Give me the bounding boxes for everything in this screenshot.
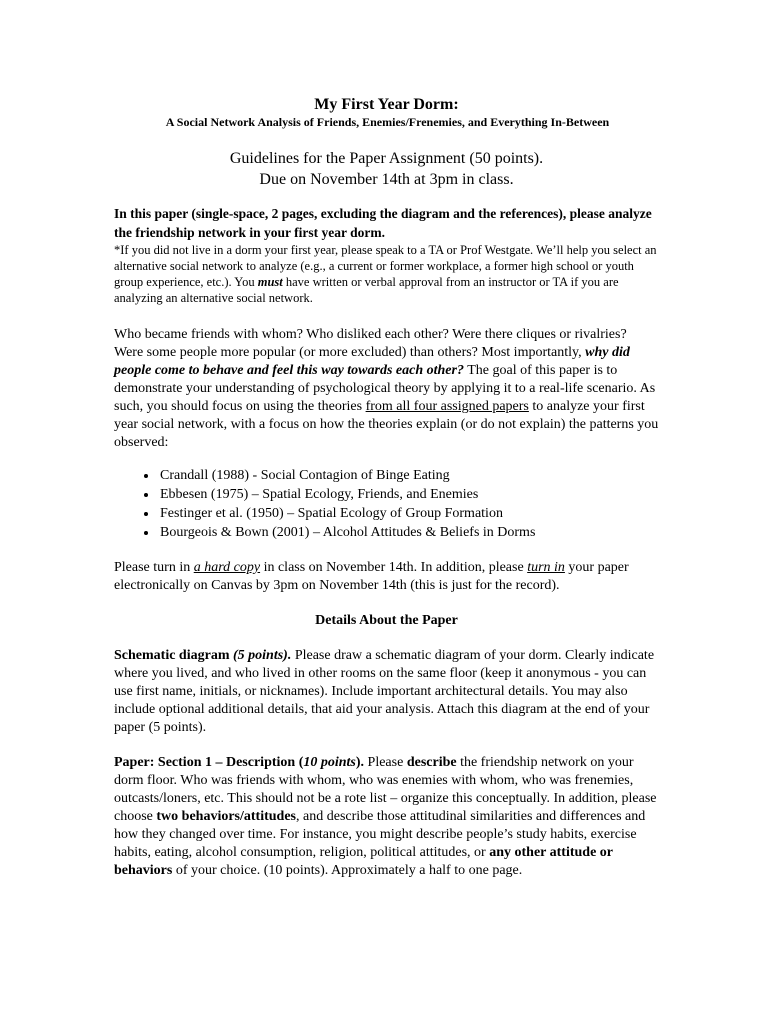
turn-in-paragraph: [114, 559, 659, 595]
alternative-network-note: [114, 242, 659, 306]
due-date-line: Due on November 14th at 3pm in class.: [259, 171, 514, 188]
section1-label: Paper: Section 1 – Description (: [114, 755, 304, 770]
section1-label-end: ).: [355, 755, 365, 770]
schematic-label: Schematic diagram: [114, 648, 233, 663]
details-heading: Details About the Paper: [315, 613, 458, 628]
questions-text-c: to analyze your first year social network, with a focus on how the theories explain (or do not explain) the patterns you observed:: [114, 399, 659, 450]
schematic-text: Please draw a schematic diagram of your dorm. Clearly indicate where you lived, and who lived in other rooms on the same floor (keep it anonymous - you can use first name, initials, or nicknames). Include important architectural details. You may also include optional additional details, that aid your analysis. Attach this diagram at the end of your paper (5 points).: [114, 648, 655, 735]
turn-in-text-a: Please turn in: [114, 560, 194, 575]
section1-text-c: , and describe those attitudinal similarities and differences and how they changed over time. For instance, you might describe people’s study habits, exercise habits, eating, alcohol consumption, religion, political attitudes, or: [114, 809, 646, 860]
section1-points: 10 points: [303, 755, 356, 770]
list-item: • Ebbesen (1975) – Spatial Ecology, Friends, and Enemies: [158, 485, 659, 504]
section1-text-b: the friendship network on your dorm floor. Who was friends with whom, who was enemies with whom, who was frenemies, outcasts/loners, etc. This should not be a rote list – organize this conceptually. In addition, please choose: [114, 755, 657, 824]
hard-copy-emphasis: a hard copy: [193, 560, 261, 575]
questions-paragraph: [114, 326, 659, 452]
section1-other: any other attitude or behaviors: [114, 845, 613, 878]
section1-two-behaviors: two behaviors/attitudes: [156, 809, 297, 824]
section1-text-a: Please: [364, 755, 407, 770]
questions-emphasis: why did people come to behave and feel this way towards each other?: [114, 345, 630, 378]
turn-in-text-c: your paper electronically on Canvas by 3pm on November 14th (this is just for the record).: [114, 560, 629, 593]
questions-text-a: Who became friends with whom? Who disliked each other? Were there cliques or rivalries? Were some people more popular (or more excluded) than others? Most importantly,: [114, 327, 627, 360]
note-text-b: have written or verbal approval from an instructor or TA if you are analyzing an alternative social network.: [114, 275, 619, 305]
list-item: • Festinger et al. (1950) – Spatial Ecology of Group Formation: [158, 504, 659, 523]
list-item: • Bourgeois & Bown (2001) – Alcohol Attitudes & Beliefs in Dorms: [158, 523, 659, 542]
questions-text-b: The goal of this paper is to demonstrate your understanding of psychological theory by applying it to a real-life scenario. As such, you should focus on using the theories: [114, 363, 656, 414]
guidelines-line: Guidelines for the Paper Assignment (50 points).: [229, 150, 544, 167]
note-text-a: *If you did not live in a dorm your first year, please speak to a TA or Prof Westgate. We’ll help you select an alternative social network to analyze (e.g., a current or former workplace, a former high school or youth group experience, etc.). You: [114, 243, 657, 289]
section1-describe: describe: [406, 755, 457, 770]
section1-text-d: of your choice. (10 points). Approximately a half to one page.: [172, 863, 523, 878]
document-title: My First Year Dorm:: [314, 96, 459, 113]
turn-in-text-b: in class on November 14th. In addition, please: [260, 560, 528, 575]
document-page: [114, 95, 659, 880]
guidelines-block: [114, 148, 659, 190]
questions-underlined: from all four assigned papers: [365, 399, 529, 414]
list-item: • Crandall (1988) - Social Contagion of Binge Eating: [158, 466, 659, 485]
intro-instruction: In this paper (single-space, 2 pages, excluding the diagram and the references), please analyze the friendship network in your first year dorm.: [114, 206, 652, 240]
note-must-emphasis: must: [257, 275, 283, 289]
schematic-paragraph: [114, 647, 659, 737]
schematic-points: (5 points).: [232, 648, 292, 663]
document-subtitle: A Social Network Analysis of Friends, Enemies/Frenemies, and Everything In-Between: [165, 115, 610, 129]
turn-in-emphasis: turn in: [527, 560, 565, 575]
section1-paragraph: [114, 754, 659, 880]
assigned-papers-list: [114, 466, 659, 542]
